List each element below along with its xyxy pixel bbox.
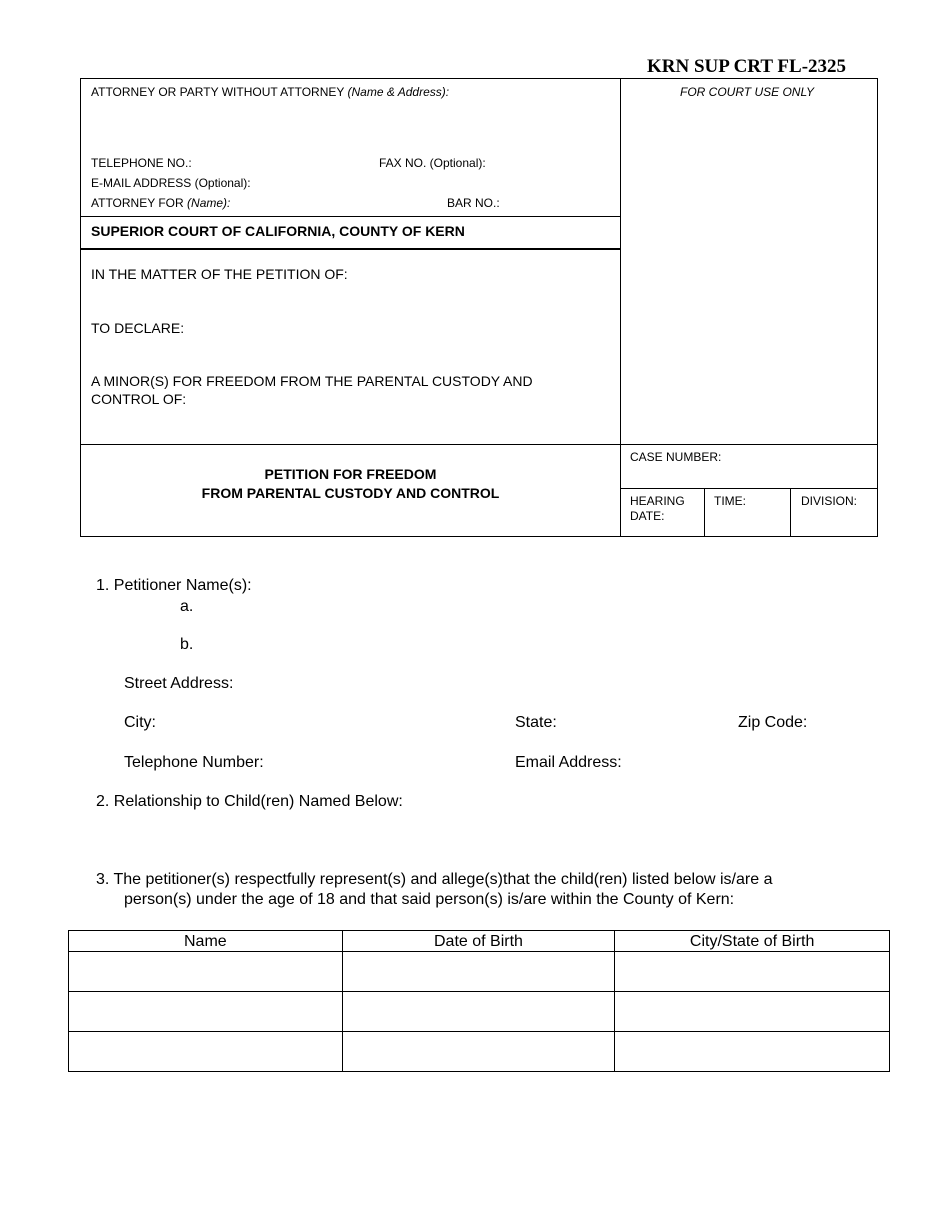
children-table-header (69, 931, 890, 952)
matter-minor-line2: CONTROL OF: (91, 391, 187, 407)
petition-title-line1: PETITION FOR FREEDOM (264, 466, 437, 482)
child-dob-cell[interactable] (342, 952, 615, 992)
child-birthplace-cell[interactable] (615, 1032, 890, 1072)
petitioner-b-label: b. (180, 636, 194, 653)
petition-title-line2: FROM PARENTAL CUSTODY AND CONTROL (201, 485, 500, 501)
fax-label: FAX NO. (Optional): (379, 156, 486, 170)
rule-court-name-bottom (80, 248, 621, 250)
child-name-cell[interactable] (69, 952, 343, 992)
column-header-city-state-of-birth: City/State of Birth (615, 931, 890, 952)
rule-hearing-time (704, 488, 705, 537)
telephone-number-label: Telephone Number: (124, 754, 264, 771)
telephone-label: TELEPHONE NO.: (91, 156, 192, 170)
matter-petition-of: IN THE MATTER OF THE PETITION OF: (91, 266, 348, 282)
case-number-label: CASE NUMBER: (630, 450, 722, 464)
rule-attorney-bottom (80, 216, 621, 217)
rule-time-division (790, 488, 791, 537)
attorney-for-text: ATTORNEY FOR (91, 196, 184, 210)
attorney-for-label (91, 196, 230, 210)
table-row (69, 992, 890, 1032)
table-row (69, 1032, 890, 1072)
email-label: E-MAIL ADDRESS (Optional): (91, 176, 251, 190)
petitioner-names-heading: 1. Petitioner Name(s): (96, 577, 252, 594)
time-label: TIME: (714, 494, 746, 508)
attorney-for-italic: (Name): (187, 196, 231, 210)
allegation-line1: 3. The petitioner(s) respectfully represent(s) and allege(s)that the child(ren) listed below is/are a (96, 871, 773, 888)
zip-code-label: Zip Code: (738, 714, 808, 731)
child-name-cell[interactable] (69, 1032, 343, 1072)
relationship-heading: 2. Relationship to Child(ren) Named Below: (96, 793, 403, 810)
email-address-label: Email Address: (515, 754, 622, 771)
court-use-label: FOR COURT USE ONLY (680, 85, 815, 99)
column-header-date-of-birth: Date of Birth (342, 931, 615, 952)
allegation-line2: person(s) under the age of 18 and that said person(s) is/are within the County of Kern: (124, 891, 735, 908)
column-header-name: Name (69, 931, 343, 952)
table-row (69, 952, 890, 992)
child-birthplace-cell[interactable] (615, 992, 890, 1032)
child-name-cell[interactable] (69, 992, 343, 1032)
attorney-label (91, 85, 449, 99)
division-label: DIVISION: (801, 494, 858, 508)
attorney-label-text: ATTORNEY OR PARTY WITHOUT ATTORNEY (91, 85, 345, 99)
children-table (68, 930, 890, 1072)
bar-no-label: BAR NO.: (447, 196, 500, 210)
state-label: State: (515, 714, 557, 731)
attorney-label-italic: (Name & Address): (347, 85, 450, 99)
city-label: City: (124, 714, 156, 731)
form-id: KRN SUP CRT FL-2325 (647, 56, 847, 77)
hearing-label-line1: HEARING (630, 494, 685, 508)
street-address-label: Street Address: (124, 675, 234, 692)
rule-case-number-bottom (620, 488, 878, 489)
court-name: SUPERIOR COURT OF CALIFORNIA, COUNTY OF KERN (91, 223, 465, 239)
child-dob-cell[interactable] (342, 992, 615, 1032)
petitioner-a-label: a. (180, 598, 194, 615)
matter-to-declare: TO DECLARE: (91, 320, 185, 336)
hearing-label-line2: DATE: (630, 509, 665, 523)
child-birthplace-cell[interactable] (615, 952, 890, 992)
rule-title-top (80, 444, 878, 445)
child-dob-cell[interactable] (342, 1032, 615, 1072)
matter-minor-line1: A MINOR(S) FOR FREEDOM FROM THE PARENTAL CUSTODY AND (91, 373, 533, 389)
